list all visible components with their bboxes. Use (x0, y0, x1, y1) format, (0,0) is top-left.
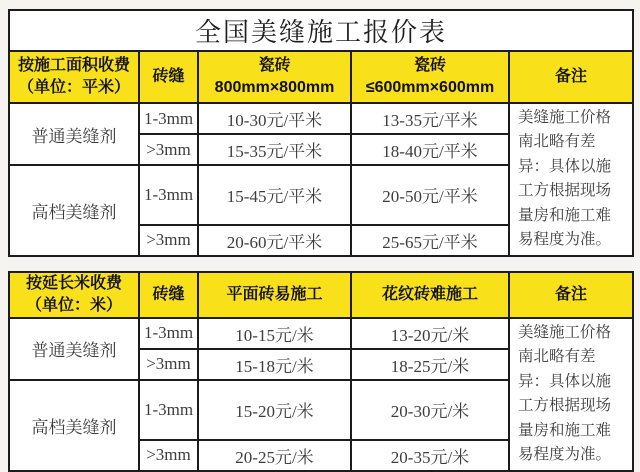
price-cell: 20-25元/米 (198, 440, 351, 471)
linear-meter-pricing-table (8, 271, 634, 472)
table1-header-row (9, 51, 633, 103)
price-cell: 25-65元/平米 (351, 225, 509, 256)
header-cell-tile-600: 瓷砖≤600mm×600mm (351, 51, 509, 103)
product-cell: 高档美缝剂 (9, 380, 139, 471)
header-cell-charge-basis (9, 272, 139, 318)
table-separator (8, 257, 632, 271)
product-cell: 普通美缝剂 (9, 318, 139, 380)
quotation-sheet (8, 9, 632, 472)
table-row (9, 103, 633, 134)
note-cell: 美缝施工价格南北略有差异：具体以施工方根据现场量房和施工难易程度为准。 (509, 103, 633, 256)
price-cell: 13-20元/米 (351, 318, 509, 349)
price-cell: 15-18元/米 (198, 349, 351, 380)
header-cell-seam: 砖缝 (139, 51, 198, 103)
price-cell: 10-30元/平米 (198, 103, 351, 134)
header-cell-tile-800: 瓷砖800mm×800mm (198, 51, 351, 103)
seam-cell: 1-3mm (139, 165, 198, 225)
seam-cell: 1-3mm (139, 380, 198, 440)
seam-cell: 1-3mm (139, 318, 198, 349)
charge-basis-line1: 按施工面积收费 (17, 57, 130, 75)
price-cell: 13-35元/平米 (351, 103, 509, 134)
price-cell: 20-30元/米 (351, 380, 509, 440)
header-cell-pattern-tile: 花纹砖难施工 (351, 272, 509, 318)
price-cell: 15-35元/平米 (198, 134, 351, 165)
charge-basis-line1: 按延长米收费 (25, 275, 122, 293)
price-cell: 10-15元/米 (198, 318, 351, 349)
price-cell: 20-60元/平米 (198, 225, 351, 256)
product-cell: 高档美缝剂 (9, 165, 139, 256)
area-pricing-table (8, 9, 634, 257)
charge-basis-line2: （单位：米） (25, 296, 122, 314)
seam-cell: >3mm (139, 225, 198, 256)
product-cell: 普通美缝剂 (9, 103, 139, 165)
page-title: 全国美缝施工报价表 (9, 10, 633, 51)
charge-basis-line2: （单位：平米） (17, 79, 130, 96)
seam-cell: >3mm (139, 349, 198, 380)
table-row (9, 318, 633, 349)
seam-cell: >3mm (139, 440, 198, 471)
seam-cell: 1-3mm (139, 103, 198, 134)
price-cell: 18-40元/平米 (351, 134, 509, 165)
header-cell-charge-basis (9, 51, 139, 103)
seam-cell: >3mm (139, 134, 198, 165)
price-cell: 18-25元/米 (351, 349, 509, 380)
note-cell: 美缝施工价格南北略有差异：具体以施工方根据现场量房和施工难易程度为准。 (509, 318, 633, 471)
title-row (9, 10, 633, 51)
price-cell: 15-45元/平米 (198, 165, 351, 225)
header-cell-seam: 砖缝 (139, 272, 198, 318)
header-cell-note: 备注 (509, 272, 633, 318)
header-cell-note: 备注 (509, 51, 633, 103)
table2-header-row (9, 272, 633, 318)
header-cell-flat-tile: 平面砖易施工 (198, 272, 351, 318)
price-cell: 20-50元/平米 (351, 165, 509, 225)
price-cell: 20-35元/米 (351, 440, 509, 471)
price-cell: 15-20元/米 (198, 380, 351, 440)
